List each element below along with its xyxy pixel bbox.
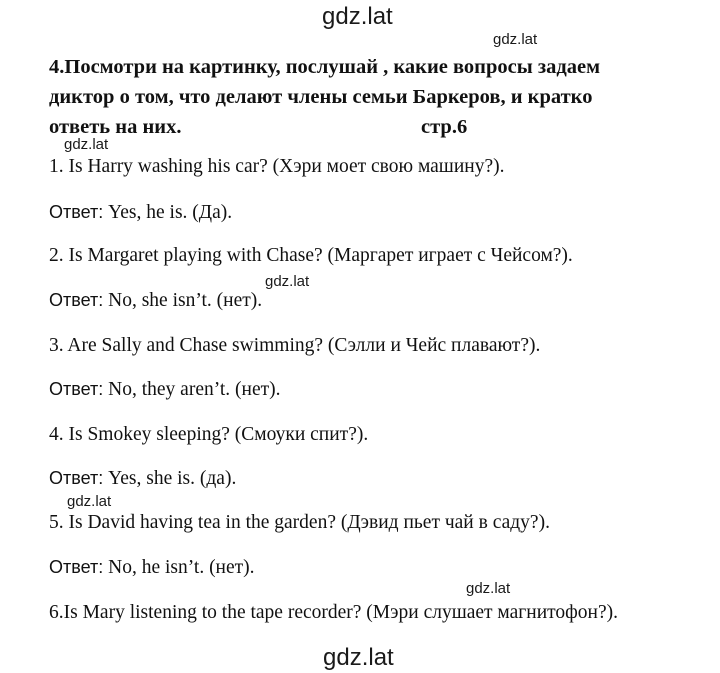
task-title-line-1: 4.Посмотри на картинку, послушай , какие вопросы задаем bbox=[49, 56, 601, 78]
answer-text: Yes, she is. (да). bbox=[108, 468, 237, 489]
watermark: gdz.lat bbox=[493, 31, 538, 48]
answer-2 bbox=[49, 290, 262, 312]
answer-label: Ответ: bbox=[49, 468, 104, 488]
answer-text: Yes, he is. (Да). bbox=[108, 202, 233, 223]
watermark: gdz.lat bbox=[64, 136, 109, 153]
answer-3 bbox=[49, 379, 281, 401]
watermark-bottom: gdz.lat bbox=[323, 644, 394, 671]
answer-4 bbox=[49, 468, 236, 490]
question-4: 4. Is Smokey sleeping? (Смоуки спит?). bbox=[49, 424, 369, 445]
answer-text: No, he isn’t. (нет). bbox=[108, 557, 255, 578]
task-title-line-3: ответь на них. bbox=[49, 116, 182, 138]
answer-1 bbox=[49, 202, 232, 224]
question-6: 6.Is Mary listening to the tape recorder? (Мэри слушает магнитофон?). bbox=[49, 602, 619, 623]
answer-label: Ответ: bbox=[49, 290, 104, 310]
question-2: 2. Is Margaret playing with Chase? (Маргарет играет с Чейсом?). bbox=[49, 245, 573, 266]
watermark: gdz.lat bbox=[466, 580, 511, 597]
answer-label: Ответ: bbox=[49, 202, 104, 222]
answer-label: Ответ: bbox=[49, 379, 104, 399]
answer-label: Ответ: bbox=[49, 557, 104, 577]
watermark: gdz.lat bbox=[67, 493, 112, 510]
watermark: gdz.lat bbox=[265, 273, 310, 290]
watermark-top: gdz.lat bbox=[322, 3, 393, 30]
task-title-line-2: диктор о том, что делают члены семьи Баркеров, и кратко bbox=[49, 86, 593, 108]
question-3: 3. Are Sally and Chase swimming? (Сэлли и Чейс плавают?). bbox=[49, 335, 541, 356]
question-1: 1. Is Harry washing his car? (Хэри моет свою машину?). bbox=[49, 156, 505, 177]
page-reference: стр.6 bbox=[421, 116, 468, 138]
answer-text: No, they aren’t. (нет). bbox=[108, 379, 281, 400]
question-5: 5. Is David having tea in the garden? (Дэвид пьет чай в саду?). bbox=[49, 512, 550, 533]
answer-5 bbox=[49, 557, 255, 579]
answer-text: No, she isn’t. (нет). bbox=[108, 290, 263, 311]
